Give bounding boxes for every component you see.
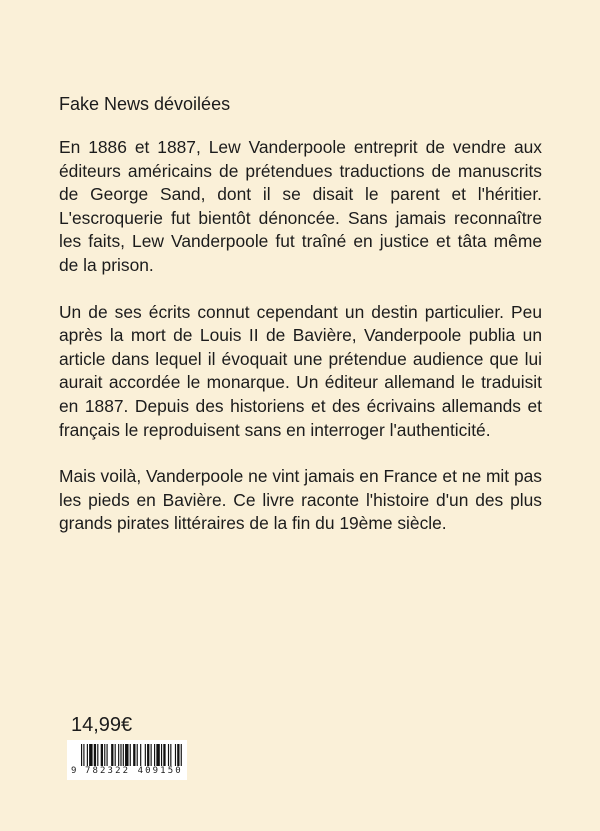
blurb-paragraph-3: Mais voilà, Vanderpoole ne vint jamais en France et ne mit pas les pieds en Bavière. Ce livre raconte l'histoire d'un des plus grands pirates littéraires de la fin du 19ème siècle. bbox=[59, 466, 542, 534]
isbn-barcode bbox=[67, 740, 187, 780]
barcode-prefix-digit: 9 bbox=[71, 766, 77, 776]
price-label: 14,99€ bbox=[71, 714, 133, 736]
barcode-bars-icon bbox=[81, 744, 183, 766]
cover-title: Fake News dévoilées bbox=[59, 94, 231, 114]
blurb-paragraph-1: En 1886 et 1887, Lew Vanderpoole entreprit de vendre aux éditeurs américains de prétendues traductions de manuscrits de George Sand, dont il se disait le parent et l'héritier. L'escroquerie fut bientôt dénoncée. Sans jamais reconnaître les faits, Lew Vanderpoole fut traîné en justice et tâta même de la prison. bbox=[59, 137, 542, 275]
blurb bbox=[59, 136, 542, 559]
blurb-paragraph-2: Un de ses écrits connut cependant un destin particulier. Peu après la mort de Louis II de Bavière, Vanderpoole publia un article dans lequel il évoquait une prétendue audience que lui aurait accordée le monarque. Un éditeur allemand le traduisit en 1887. Depuis des historiens et des écrivains allemands et français le reproduisent sans en interroger l'authenticité. bbox=[59, 301, 542, 440]
barcode-digits: 782322 409150 bbox=[85, 766, 183, 776]
